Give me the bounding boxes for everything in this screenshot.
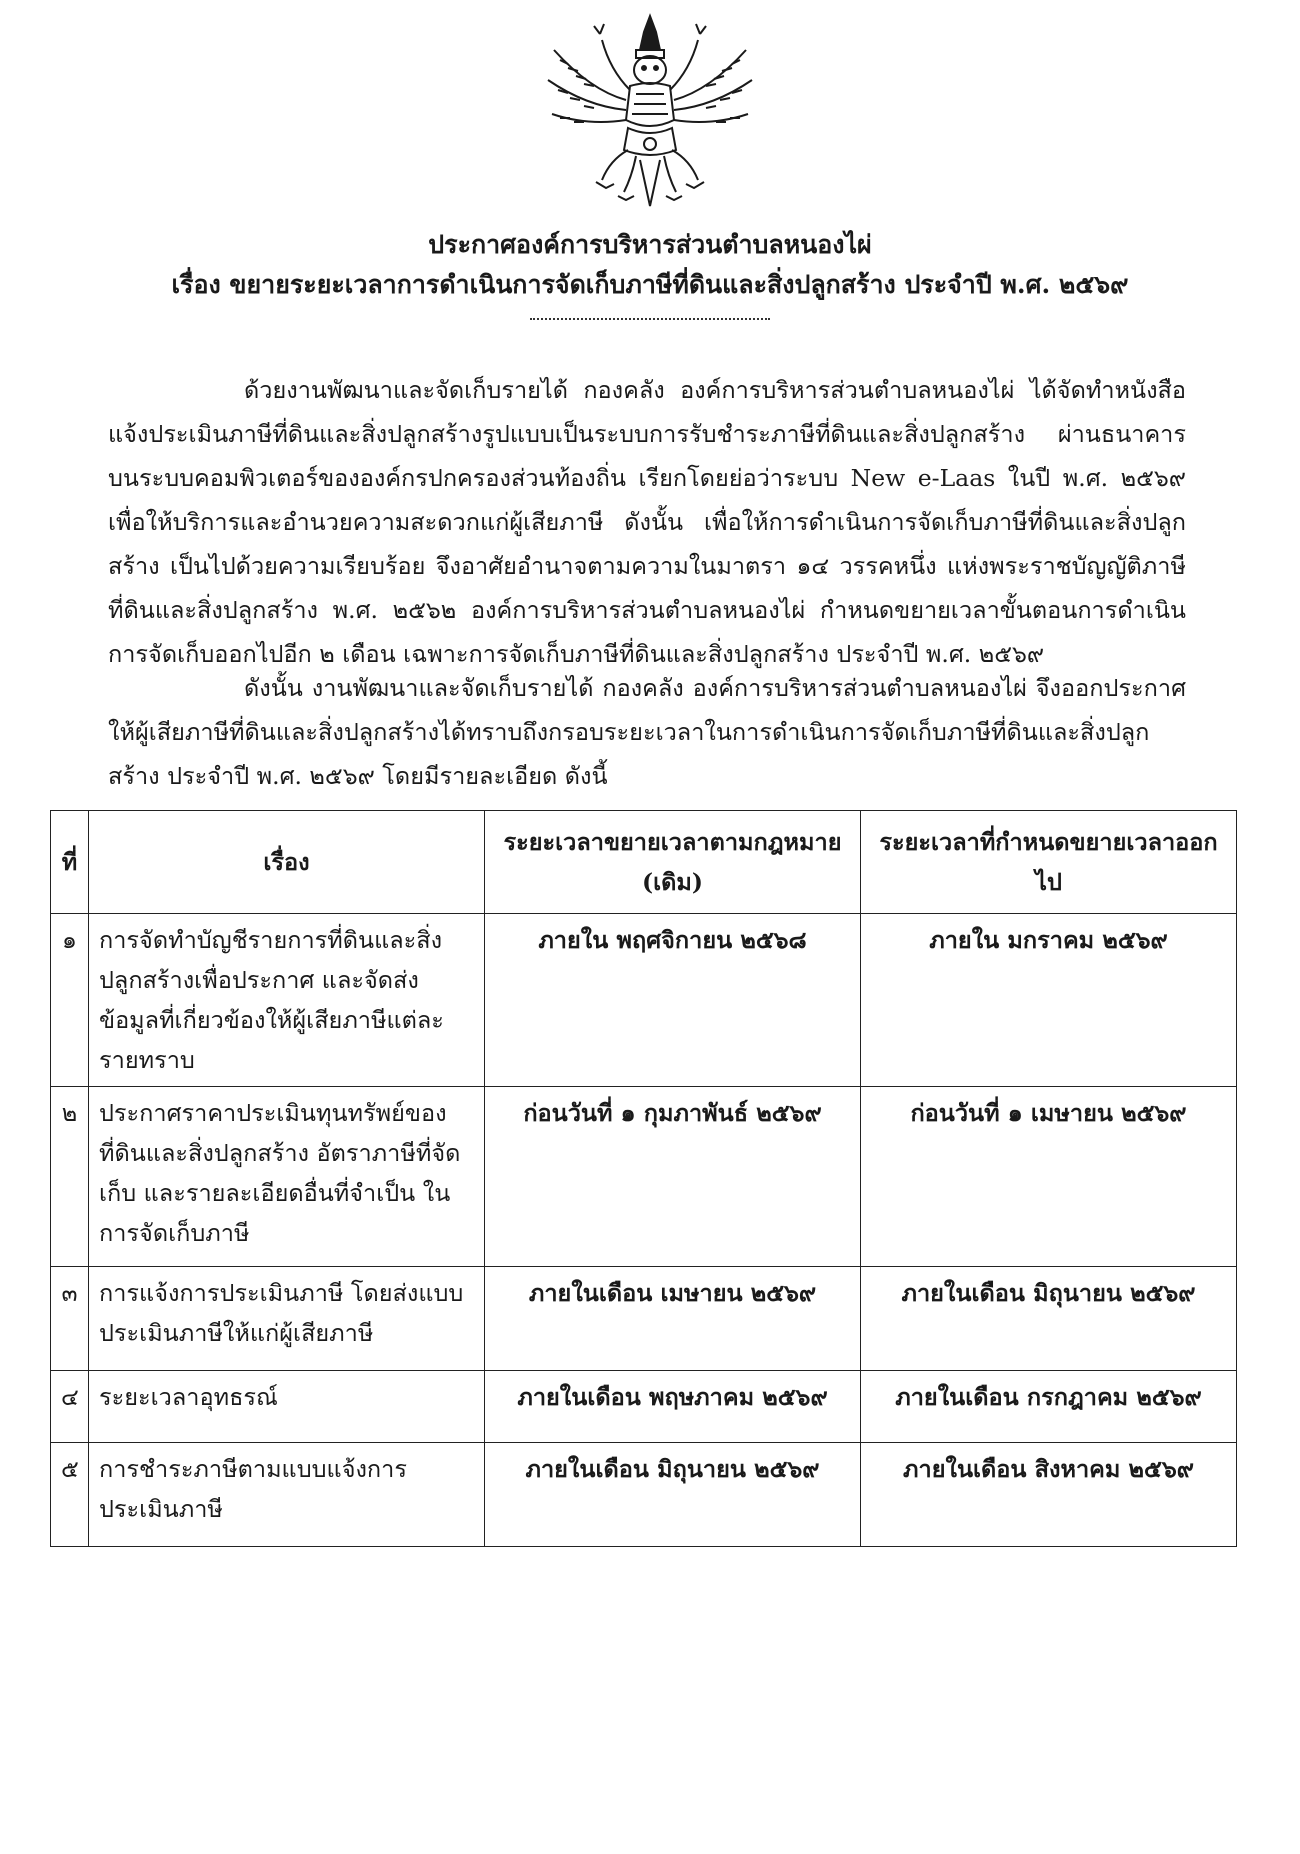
row-original-period: ภายในเดือน เมษายน ๒๕๖๙ [485,1267,861,1371]
row-subject: การชำระภาษีตามแบบแจ้งการประเมินภาษี [89,1443,485,1547]
row-num: ๔ [51,1371,89,1443]
body-paragraph-2: ดังนั้น งานพัฒนาและจัดเก็บรายได้ กองคลัง องค์การบริหารส่วนตำบลหนองไผ่ จึงออกประกาศให้ผู้เสียภาษีที่ดินและสิ่งปลูกสร้างได้ทราบถึงกรอบระยะเวลาในการดำเนินการจัดเก็บภาษีที่ดินและสิ่งปลูกสร้าง ประจำปี พ.ศ. ๒๕๖๙ โดยมีรายละเอียด ดังนี้ [108,674,1186,790]
row-num: ๒ [51,1087,89,1267]
header-subject: เรื่อง [89,811,485,914]
row-extended-period: ภายใน มกราคม ๒๕๖๙ [861,914,1237,1087]
table-row [51,914,1237,1087]
row-original-period: ภายในเดือน พฤษภาคม ๒๕๖๙ [485,1371,861,1443]
row-extended-period: ภายในเดือน กรกฎาคม ๒๕๖๙ [861,1371,1237,1443]
row-original-period: ภายในเดือน มิถุนายน ๒๕๖๙ [485,1443,861,1547]
table-row [51,1371,1237,1443]
row-num: ๓ [51,1267,89,1371]
header-original-period: ระยะเวลาขยายเวลาตามกฎหมาย (เดิม) [485,811,861,914]
row-num: ๕ [51,1443,89,1547]
row-subject: การจัดทำบัญชีรายการที่ดินและสิ่งปลูกสร้างเพื่อประกาศ และจัดส่งข้อมูลที่เกี่ยวข้องให้ผู้เสียภาษีแต่ละรายทราบ [89,914,485,1087]
body-paragraph-1: ด้วยงานพัฒนาและจัดเก็บรายได้ กองคลัง องค์การบริหารส่วนตำบลหนองไผ่ ได้จัดทำหนังสือแจ้งประเมินภาษีที่ดินและสิ่งปลูกสร้างรูปแบบเป็นระบบการรับชำระภาษีที่ดินและสิ่งปลูกสร้าง ผ่านธนาคารบนระบบคอมพิวเตอร์ขององค์กรปกครองส่วนท้องถิ่น เรียกโดยย่อว่าระบบ New e-Laas ในปี พ.ศ. ๒๕๖๙ เพื่อให้บริการและอำนวยความสะดวกแก่ผู้เสียภาษี ดังนั้น เพื่อให้การดำเนินการจัดเก็บภาษีที่ดินและสิ่งปลูกสร้าง เป็นไปด้วยความเรียบร้อย จึงอาศัยอำนาจตามความในมาตรา ๑๔ วรรคหนึ่ง แห่งพระราชบัญญัติภาษีที่ดินและสิ่งปลูกสร้าง พ.ศ. ๒๕๖๒ องค์การบริหารส่วนตำบลหนองไผ่ กำหนดขยายเวลาขั้นตอนการดำเนินการจัดเก็บออกไปอีก ๒ เดือน เฉพาะการจัดเก็บภาษีที่ดินและสิ่งปลูกสร้าง ประจำปี พ.ศ. ๒๕๖๙ [108,376,1186,668]
row-subject: การแจ้งการประเมินภาษี โดยส่งแบบประเมินภาษีให้แก่ผู้เสียภาษี [89,1267,485,1371]
header-extended-period: ระยะเวลาที่กำหนดขยายเวลาออกไป [861,811,1237,914]
row-extended-period: ภายในเดือน มิถุนายน ๒๕๖๙ [861,1267,1237,1371]
announcement-subject: เรื่อง ขยายระยะเวลาการดำเนินการจัดเก็บภาษีที่ดินและสิ่งปลูกสร้าง ประจำปี พ.ศ. ๒๕๖๙ [171,270,1129,299]
table-row [51,1267,1237,1371]
row-original-period: ก่อนวันที่ ๑ กุมภาพันธ์ ๒๕๖๙ [485,1087,861,1267]
table-header-row [51,811,1237,914]
row-extended-period: ก่อนวันที่ ๑ เมษายน ๒๕๖๙ [861,1087,1237,1267]
dotted-divider [530,318,770,320]
table-row [51,1087,1237,1267]
row-extended-period: ภายในเดือน สิงหาคม ๒๕๖๙ [861,1443,1237,1547]
header-num: ที่ [51,811,89,914]
schedule-table [50,810,1237,1547]
row-subject: ระยะเวลาอุทธรณ์ [89,1371,485,1443]
garuda-emblem-icon [540,10,760,210]
row-original-period: ภายใน พฤศจิกายน ๒๕๖๘ [485,914,861,1087]
announcement-title: ประกาศองค์การบริหารส่วนตำบลหนองไผ่ [428,230,872,259]
row-num: ๑ [51,914,89,1087]
row-subject: ประกาศราคาประเมินทุนทรัพย์ของที่ดินและสิ่งปลูกสร้าง อัตราภาษีที่จัดเก็บ และรายละเอียดอื่นที่จำเป็น ในการจัดเก็บภาษี [89,1087,485,1267]
table-row [51,1443,1237,1547]
